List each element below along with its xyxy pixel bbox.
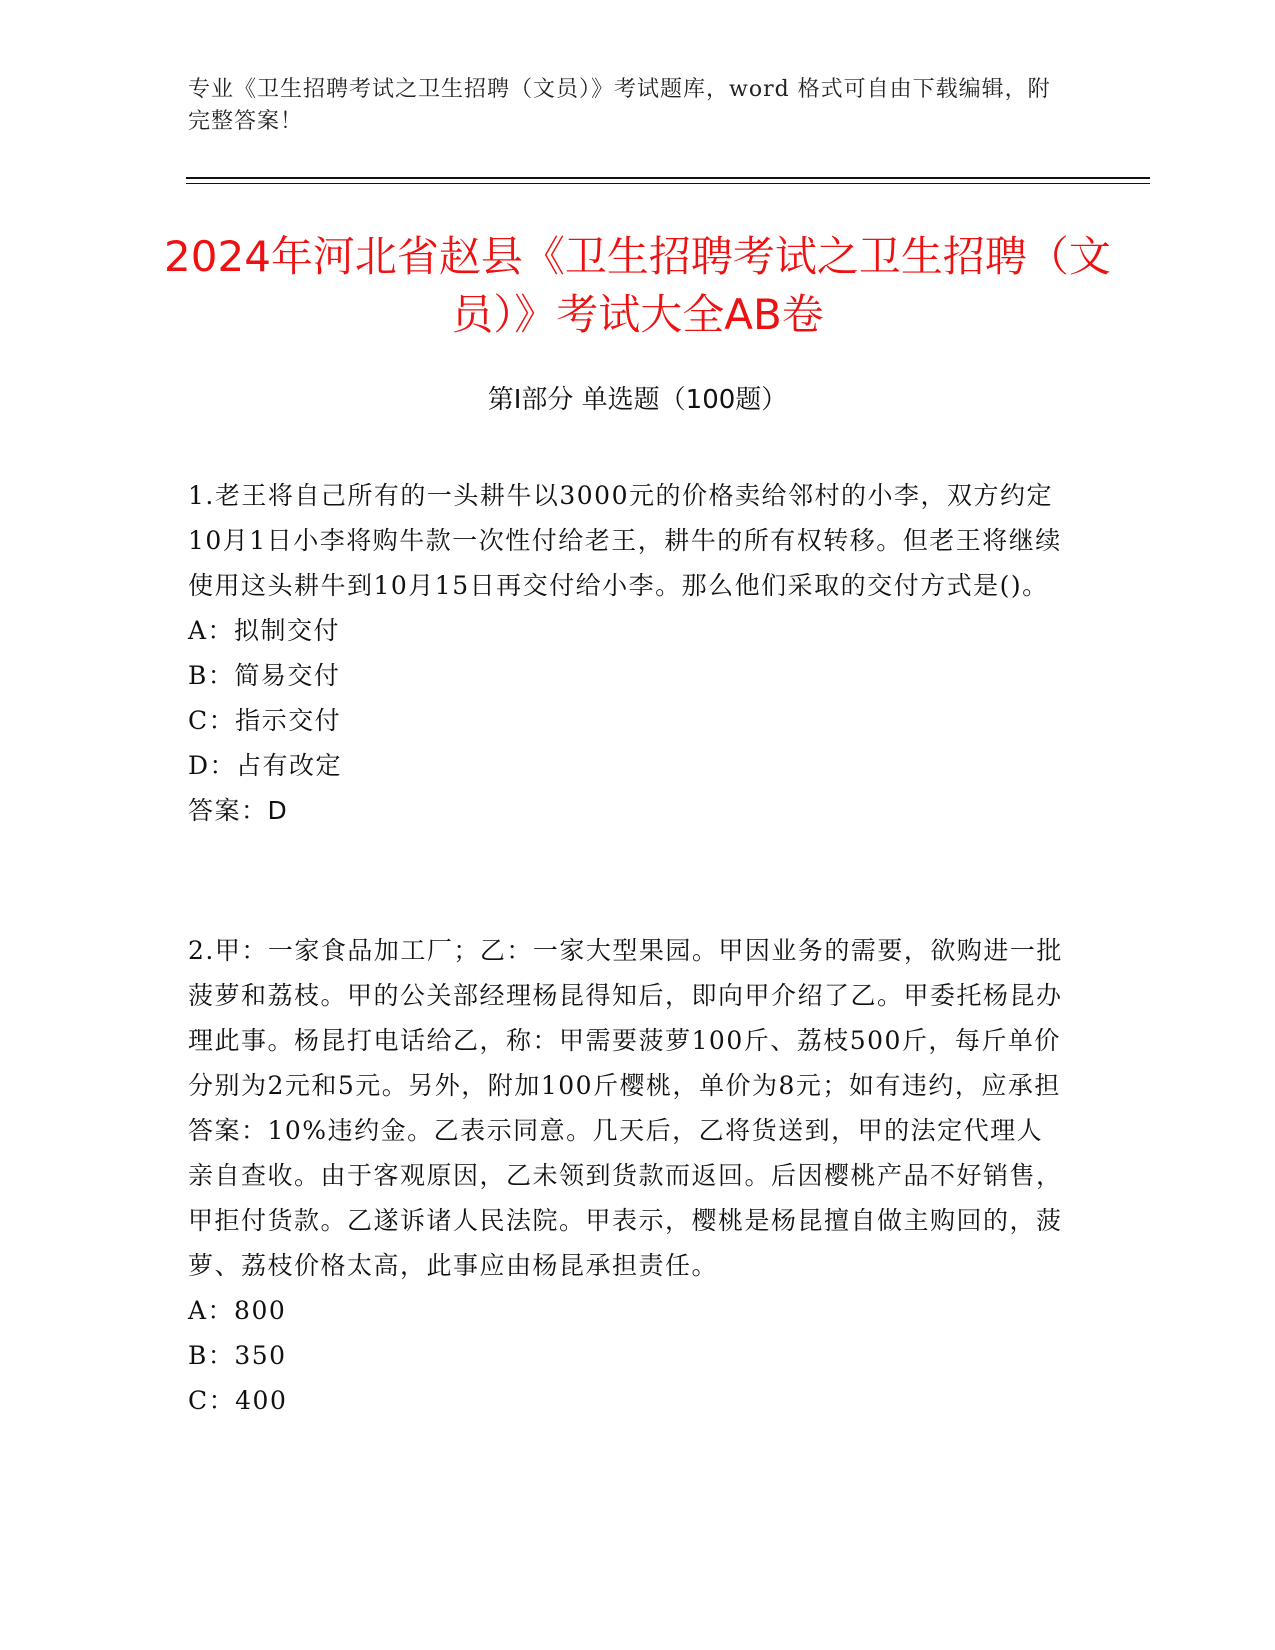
document-title: 2024年河北省赵县《卫生招聘考试之卫生招聘（文员）》考试大全AB卷	[164, 232, 1111, 340]
option-c: C：400	[188, 1386, 288, 1415]
question-text: 1.老王将自己所有的一头耕牛以3000元的价格卖给邻村的小李，双方约定10月1日小李将购牛款一次性付给老王，耕牛的所有权转移。但老王将继续使用这头耕牛到10月15日再交付给小李。那么他们采取的交付方式是()。	[188, 481, 1062, 600]
header-note: 专业《卫生招聘考试之卫生招聘（文员）》考试题库，word 格式可自由下载编辑，附完整答案！	[188, 77, 1051, 134]
option-b: B：简易交付	[188, 661, 341, 690]
option-a: A：拟制交付	[188, 616, 341, 645]
header-rule-thin	[186, 183, 1150, 184]
option-b: B：350	[188, 1341, 287, 1370]
question-1	[188, 473, 1068, 833]
answer-line: 答案：D	[188, 796, 289, 825]
option-c: C：指示交付	[188, 706, 342, 735]
question-text: 2.甲：一家食品加工厂；乙：一家大型果园。甲因业务的需要，欲购进一批菠萝和荔枝。甲的公关部经理杨昆得知后，即向甲介绍了乙。甲委托杨昆办理此事。杨昆打电话给乙，称：甲需要菠萝100斤、荔枝500斤，每斤单价分别为2元和5元。另外，附加100斤樱桃，单价为8元；如有违约，应承担答案：10%违约金。乙表示同意。几天后，乙将货送到，甲的法定代理人亲自查收。由于客观原因，乙未领到货款而返回。后因樱桃产品不好销售，甲拒付货款。乙遂诉诸人民法院。甲表示，樱桃是杨昆擅自做主购回的，菠萝、荔枝价格太高，此事应由杨昆承担责任。	[188, 936, 1063, 1280]
header-rule-thick	[186, 177, 1150, 179]
question-2	[188, 928, 1068, 1423]
option-a: A：800	[188, 1296, 287, 1325]
section-heading: 第Ⅰ部分 单选题（100题）	[487, 385, 788, 415]
option-d: D：占有改定	[188, 751, 343, 780]
